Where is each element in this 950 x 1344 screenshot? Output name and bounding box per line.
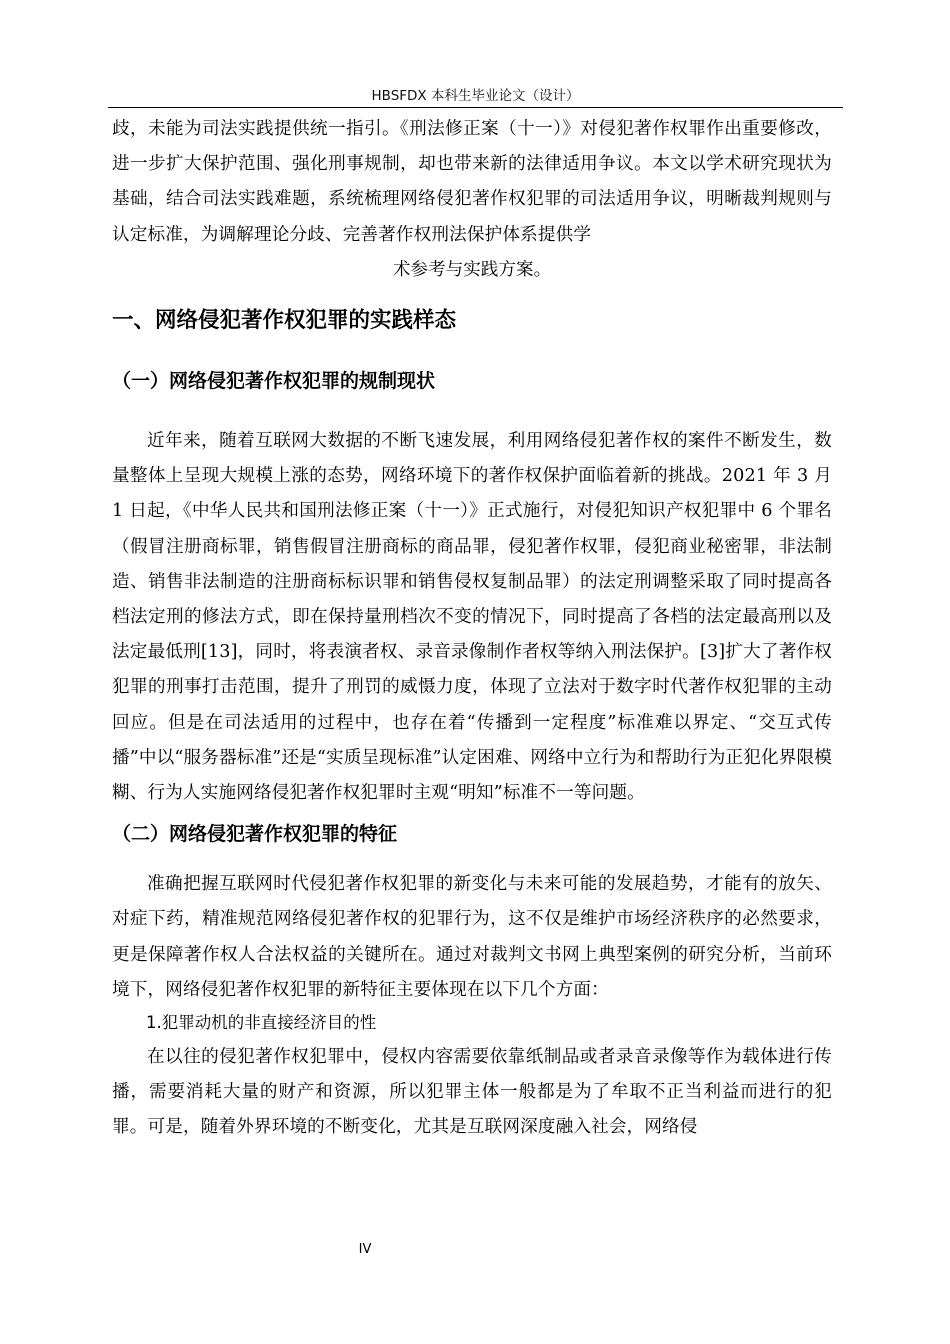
item-heading-motive: 1.犯罪动机的非直接经济目的性 [146, 1013, 377, 1033]
subsection-heading-features: （二）网络侵犯著作权犯罪的特征 [112, 823, 398, 846]
intro-paragraph-last-line: 术参考与实践方案。 [392, 259, 552, 280]
page-body [112, 112, 832, 1146]
section-heading: 一、网络侵犯著作权犯罪的实践样态 [112, 308, 457, 334]
subsection-heading-regulation: （一）网络侵犯著作权犯罪的规制现状 [112, 370, 436, 393]
intro-paragraph: 歧，未能为司法实践提供统一指引。《刑法修正案（十一）》对侵犯著作权罪作出重要修改，进一步扩大保护范围、强化刑事规制，却也带来新的法律适用争议。本文以学术研究现状为基础，结合司法实践难题，系统梳理网络侵犯著作权犯罪的司法适用争议，明晰裁判规则与认定标准，为调解理论分歧、完善著作权刑法保护体系提供学 [112, 119, 832, 245]
regulation-paragraph: 近年来，随着互联网大数据的不断飞速发展，利用网络侵犯著作权的案件不断发生，数量整体上呈现大规模上涨的态势，网络环境下的著作权保护面临着新的挑战。2021 年 3 月 1 日起，《中华人民共和国刑法修正案（十一）》正式施行，对侵犯知识产权犯罪中 6 个罪名（假冒注册商标罪，销售假冒注册商标的商品罪，侵犯著作权罪，侵犯商业秘密罪，非法制造、销售非法制造的注册商标标识罪和销售侵权复制品罪）的法定刑调整采取了同时提高各档法定刑的修法方式，即在保持量刑档次不变的情况下，同时提高了各档的法定最高刑以及法定最低刑[13]，同时，将表演者权、录音录像制作者权等纳入刑法保护。[3]扩大了著作权犯罪的刑事打击范围，提升了刑罚的威慑力度，体现了立法对于数字时代著作权犯罪的主动回应。但是在司法适用的过程中，也存在着“传播到一定程度”标准难以界定、“交互式传播”中以“服务器标准”还是“实质呈现标准”认定困难、网络中立行为和帮助行为正犯化界限模糊、行为人实施网络侵犯著作权犯罪时主观“明知”标准不一等问题。 [112, 431, 832, 804]
page-number: IV [358, 1242, 372, 1257]
motive-paragraph: 在以往的侵犯著作权犯罪中，侵权内容需要依靠纸制品或者录音录像等作为载体进行传播，需要消耗大量的财产和资源，所以犯罪主体一般都是为了牟取不正当利益而进行的犯罪。可是，随着外界环境的不断变化，尤其是互联网深度融入社会，网络侵 [112, 1047, 832, 1138]
features-paragraph: 准确把握互联网时代侵犯著作权犯罪的新变化与未来可能的发展趋势，才能有的放矢、对症下药，精准规范网络侵犯著作权的犯罪行为，这不仅是维护市场经济秩序的必然要求，更是保障著作权人合法权益的关键所在。通过对裁判文书网上典型案例的研究分析，当前环境下，网络侵犯著作权犯罪的新特征主要体现在以下几个方面： [112, 874, 832, 1000]
running-header: HBSFDX 本科生毕业论文（设计） [371, 88, 580, 104]
header-divider [108, 107, 843, 108]
